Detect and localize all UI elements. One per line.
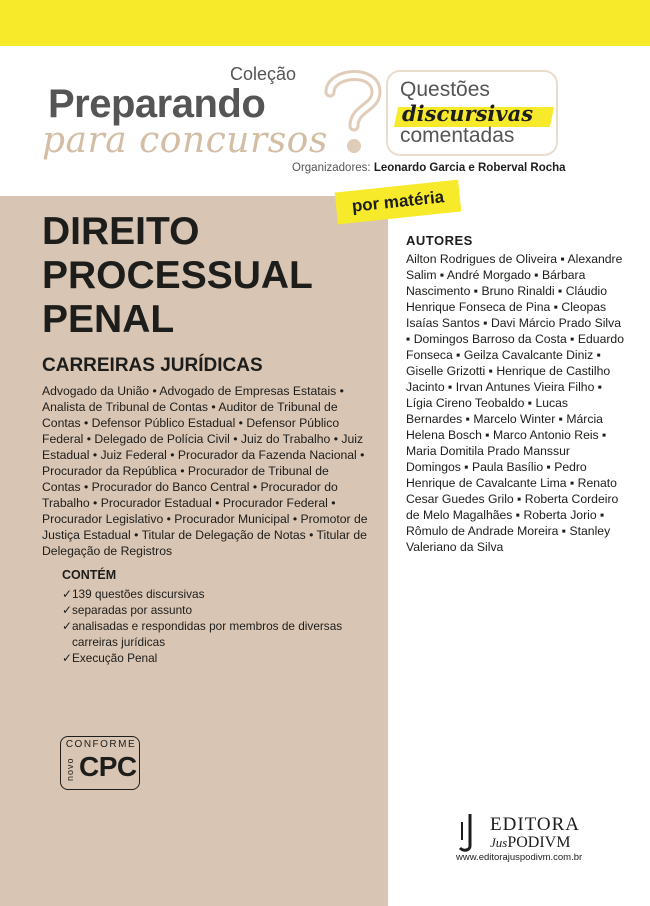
series-header [0,46,650,196]
list-item: ✓ separadas por assunto [62,603,193,617]
list-item: ✓ 139 questões discursivas [62,587,205,601]
series-name: Preparando [48,82,266,126]
check-icon: ✓ [62,603,72,617]
authors-list: Ailton Rodrigues de Oliveira ▪ Alexandre Salim ▪ André Morgado ▪ Bárbara Nascimento ▪ Bruno Rinaldi ▪ Cláudio Henrique Fonseca de Pina ▪ Cleopas Isaías Santos ▪ Davi Márcio Prado Silva ▪ Domingos Barroso da Costa ▪ Eduardo Fonseca ▪ Geilza Cavalcante Diniz ▪ Giselle Grizotti ▪ Henrique de Castilho Jacinto ▪ Irvan Antunes Vieira Filho ▪ Lígia Cireno Teobaldo ▪ Lucas Bernardes ▪ Marcelo Winter ▪ Márcia Helena Bosch ▪ Marco Antonio Reis ▪ Maria Domitila Prado Manssur Domingos ▪ Paula Basílio ▪ Pedro Henrique de Cavalcante Lima ▪ Renato Cesar Guedes Grilo ▪ Roberta Cordeiro de Melo Magalhães ▪ Roberta Jorio ▪ Rômulo de Andrade Moreira ▪ Stanley Valeriano da Silva [406,252,624,554]
organizers [292,162,566,174]
authors-label: AUTORES [406,233,473,248]
series-colecao-label: Coleção [230,64,297,84]
publisher-website: www.editorajuspodivm.com.br [456,852,583,863]
publisher-mark-icon [456,812,480,852]
questoes-box [386,70,558,156]
book-title-line1: DIREITO [42,210,200,253]
series-name-script: para concursos [42,120,328,161]
por-materia-tag: por matéria [335,180,462,225]
book-title [42,210,372,342]
careers-list: Advogado da União • Advogado de Empresas Estatais • Analista de Tribunal de Contas • Auditor de Tribunal de Contas • Defensor Público Estadual • Defensor Público Federal • Delegado de Polícia Civil • Juiz do Trabalho • Juiz Estadual • Juiz Federal • Procurador da Fazenda Nacional • Procurador da República • Procurador de Tribunal de Contas • Procurador do Banco Central • Procurador do Trabalho • Procurador Estadual • Procurador Federal • Procurador Legislativo • Procurador Municipal • Promotor de Justiça Estadual • Titular de Delegação de Notas • Titular de Delegação de Registros [42,384,368,558]
questoes-line2: discursivas [402,101,534,126]
novo-cpc-badge [60,736,140,790]
question-mark-icon [318,62,388,158]
contents-list [62,586,362,666]
organizers-names: Leonardo Garcia e Roberval Rocha [373,162,566,174]
book-title-line3: PENAL [42,298,175,341]
check-icon: ✓ [62,619,72,633]
organizers-label: Organizadores: [292,162,371,174]
top-yellow-band [0,0,650,46]
badge-novo: novo [65,757,75,781]
check-icon: ✓ [62,651,72,665]
publisher-logo [456,812,606,856]
check-icon: ✓ [62,587,72,601]
questoes-line3: comentadas [400,124,515,147]
contents-label: CONTÉM [62,568,117,582]
questoes-line1: Questões [400,78,490,101]
publisher-name-line1: EDITORA [490,814,581,835]
list-item: ✓ Execução Penal [62,651,158,665]
book-subtitle: CARREIRAS JURÍDICAS [42,355,263,376]
badge-cpc: CPC [79,751,137,782]
book-title-line2: PROCESSUAL [42,254,313,297]
badge-conforme: CONFORME [65,739,137,750]
list-item: ✓ analisadas e respondidas por membros de diversas carreiras jurídicas [62,619,343,649]
publisher-name-line2: JusPODIVM [490,834,571,851]
